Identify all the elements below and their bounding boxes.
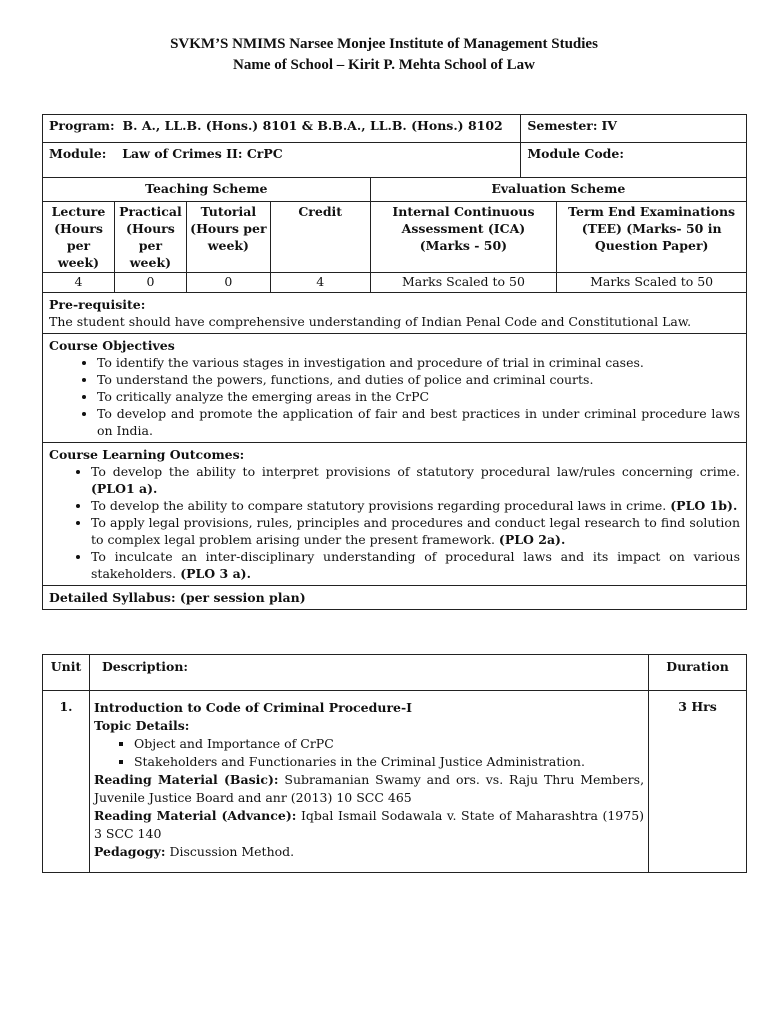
practical-value: 0 [114, 273, 186, 293]
list-item: • To develop the ability to compare statutory provisions regarding procedural laws in crime. (PLO 1b). [91, 497, 740, 514]
document-header [0, 34, 768, 76]
prerequisite-title: Pre-requisite: [49, 297, 146, 312]
module-cell: Module: Law of Crimes II: CrPC [43, 143, 521, 178]
duration-column-header: Duration [649, 655, 747, 691]
module-code-cell: Module Code: [521, 143, 747, 178]
module-value: Law of Crimes II: CrPC [122, 146, 283, 161]
tutorial-header: Tutorial (Hours per week) [186, 202, 270, 273]
outcomes-list [49, 463, 740, 582]
program-cell: Program: B. A., LL.B. (Hons.) 8101 & B.B.A., LL.B. (Hons.) 8102 [43, 115, 521, 143]
lecture-value: 4 [43, 273, 115, 293]
list-item: ▪ Stakeholders and Functionaries in the Criminal Justice Administration. [134, 753, 644, 771]
reading-basic: Reading Material (Basic): Subramanian Swamy and ors. vs. Raju Thru Members, Juvenile Justice Board and anr (2013) 10 SCC 465 [93, 772, 645, 805]
institute-name: SVKM’S NMIMS Narsee Monjee Institute of Management Studies [170, 36, 598, 52]
ica-value: Marks Scaled to 50 [370, 273, 557, 293]
objectives-section [43, 334, 747, 443]
topic-list [94, 735, 644, 771]
description-column-header: Description: [89, 655, 648, 691]
objectives-list [49, 354, 740, 439]
list-item: • To critically analyze the emerging areas in the CrPC [97, 388, 740, 405]
credit-value: 4 [270, 273, 370, 293]
outcomes-section [43, 443, 747, 586]
tee-value: Marks Scaled to 50 [557, 273, 747, 293]
list-item: • To identify the various stages in investigation and procedure of trial in criminal cases. [97, 354, 740, 371]
list-item: ▪ Object and Importance of CrPC [134, 735, 644, 753]
unit-number: 1. [43, 691, 90, 873]
credit-header: Credit [270, 202, 370, 273]
teaching-scheme-heading: Teaching Scheme [43, 178, 371, 202]
school-name: Name of School – Kirit P. Mehta School of Law [233, 57, 535, 73]
ica-header: Internal Continuous Assessment (ICA) (Marks - 50) [370, 202, 557, 273]
unit-description [89, 691, 648, 873]
outcomes-title: Course Learning Outcomes: [49, 447, 245, 462]
tee-header: Term End Examinations (TEE) (Marks- 50 in Question Paper) [557, 202, 747, 273]
objectives-title: Course Objectives [49, 338, 175, 353]
unit-column-header: Unit [43, 655, 90, 691]
semester-cell: Semester: IV [521, 115, 747, 143]
list-item: • To apply legal provisions, rules, principles and procedures and conduct legal research to find solution to complex legal problem arising under the present framework. (PLO 2a). [91, 514, 740, 548]
reading-advance: Reading Material (Advance): Iqbal Ismail Sodawala v. State of Maharashtra (1975) 3 SCC 140 [93, 808, 645, 841]
prerequisite-section [43, 293, 747, 334]
evaluation-scheme-heading: Evaluation Scheme [370, 178, 746, 202]
list-item: • To develop and promote the application of fair and best practices in under criminal procedure laws on India. [97, 405, 740, 439]
syllabus-table [42, 654, 747, 873]
unit-title: Introduction to Code of Criminal Procedure-I [93, 700, 413, 715]
program-value: B. A., LL.B. (Hons.) 8101 & B.B.A., LL.B. (Hons.) 8102 [122, 118, 503, 133]
topic-details-label: Topic Details: [93, 718, 190, 733]
semester-value: IV [601, 118, 617, 133]
practical-header: Practical (Hours per week) [114, 202, 186, 273]
prerequisite-text: The student should have comprehensive understanding of Indian Penal Code and Constitutional Law. [49, 314, 692, 329]
syllabus-title: Detailed Syllabus: (per session plan) [43, 586, 747, 610]
list-item: • To inculcate an inter-disciplinary understanding of procedural laws and its impact on various stakeholders. (PLO 3 a). [91, 548, 740, 582]
list-item: • To understand the powers, functions, and duties of police and criminal courts. [97, 371, 740, 388]
tutorial-value: 0 [186, 273, 270, 293]
course-table [42, 114, 747, 610]
lecture-header: Lecture (Hours per week) [43, 202, 115, 273]
unit-duration: 3 Hrs [649, 691, 747, 873]
list-item: • To develop the ability to interpret provisions of statutory procedural law/rules concerning crime. (PLO1 a). [91, 463, 740, 497]
pedagogy: Pedagogy: Discussion Method. [93, 844, 295, 859]
